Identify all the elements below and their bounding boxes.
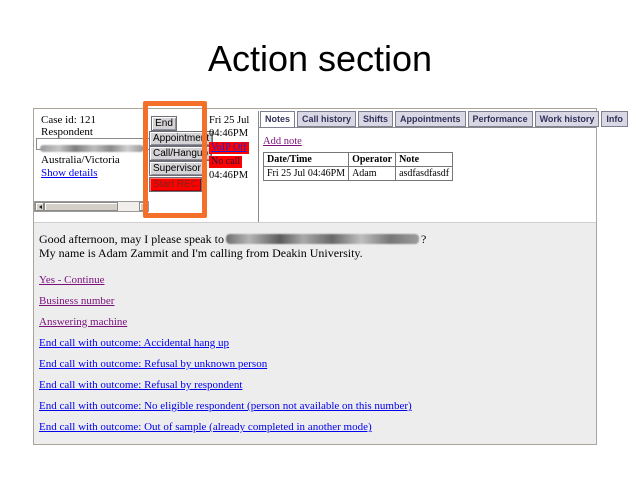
- voip-toggle-link[interactable]: VoIP Off: [211, 142, 247, 153]
- table-row: [264, 167, 453, 181]
- outcome-link-business-number[interactable]: Business number: [39, 295, 115, 307]
- outcome-link-refusal-unknown[interactable]: End call with outcome: Refusal by unknown person: [39, 358, 268, 370]
- col-operator: Operator: [349, 153, 396, 167]
- tab-call-history[interactable]: Call history: [297, 111, 356, 127]
- scroll-right-icon: [143, 205, 148, 209]
- col-note: Note: [396, 153, 453, 167]
- outcome-link-accidental-hangup[interactable]: End call with outcome: Accidental hang up: [39, 337, 230, 349]
- tab-shifts[interactable]: Shifts: [358, 111, 393, 127]
- redacted-name: [226, 234, 419, 244]
- tab-notes[interactable]: Notes: [260, 111, 295, 128]
- scroll-right-button[interactable]: [139, 202, 148, 211]
- notes-table: [263, 152, 453, 181]
- call-hangup-button[interactable]: Call/Hangup: [149, 146, 212, 161]
- respondent-name-field[interactable]: [36, 138, 150, 150]
- script-section: [34, 222, 596, 444]
- note-date-time: Fri 25 Jul 04:46PM: [264, 167, 349, 181]
- redacted-respondent-name: [40, 145, 144, 152]
- scroll-left-icon: [37, 205, 42, 209]
- start-rec-button[interactable]: Start REC: [149, 177, 202, 192]
- outcome-link-out-of-sample[interactable]: End call with outcome: Out of sample (already completed in another mode): [39, 421, 372, 433]
- scrollbar-thumb[interactable]: [44, 202, 118, 211]
- voip-status-badge: [209, 142, 249, 154]
- respondent-label: Respondent: [41, 126, 93, 138]
- notes-table-header-row: [264, 153, 453, 167]
- page-title: Action section: [207, 38, 433, 79]
- show-details-link[interactable]: Show details: [41, 167, 98, 179]
- scroll-left-button[interactable]: [35, 202, 44, 211]
- outcome-link-no-eligible-respondent[interactable]: End call with outcome: No eligible respondent (person not available on this number): [39, 400, 412, 412]
- note-operator: Adam: [349, 167, 396, 181]
- tab-info[interactable]: Info: [601, 111, 628, 127]
- sample-location: Australia/Victoria: [41, 154, 120, 166]
- supervisor-button[interactable]: Supervisor: [149, 161, 205, 176]
- call-time: 04:46PM: [209, 128, 249, 139]
- outcome-link-yes-continue[interactable]: Yes - Continue: [39, 274, 105, 286]
- greeting-line: Good afternoon, may I please speak to ?: [39, 232, 427, 246]
- horizontal-scrollbar[interactable]: [34, 201, 149, 212]
- tab-appointments[interactable]: Appointments: [395, 111, 466, 127]
- add-note-link[interactable]: Add note: [263, 136, 302, 147]
- info-tab-panel: [258, 111, 623, 222]
- appointment-button[interactable]: Appointment: [149, 131, 213, 146]
- intro-line: My name is Adam Zammit and I'm calling from Deakin University.: [39, 246, 363, 260]
- notes-tab-content: [259, 127, 596, 221]
- tab-strip: [259, 111, 623, 127]
- end-button[interactable]: End: [151, 116, 177, 131]
- status-time: 04:46PM: [209, 170, 249, 181]
- case-id: Case id: 121: [41, 114, 96, 126]
- call-app-window: [33, 108, 623, 445]
- call-date: Fri 25 Jul: [209, 115, 250, 126]
- tab-performance[interactable]: Performance: [468, 111, 533, 127]
- no-call-badge: No call: [211, 156, 241, 167]
- col-date-time: Date/Time: [264, 153, 349, 167]
- outcome-link-refusal-respondent[interactable]: End call with outcome: Refusal by respondent: [39, 379, 243, 391]
- tab-work-history[interactable]: Work history: [535, 111, 600, 127]
- outcome-link-answering-machine[interactable]: Answering machine: [39, 316, 128, 328]
- note-text: asdfasdfasdf: [396, 167, 453, 181]
